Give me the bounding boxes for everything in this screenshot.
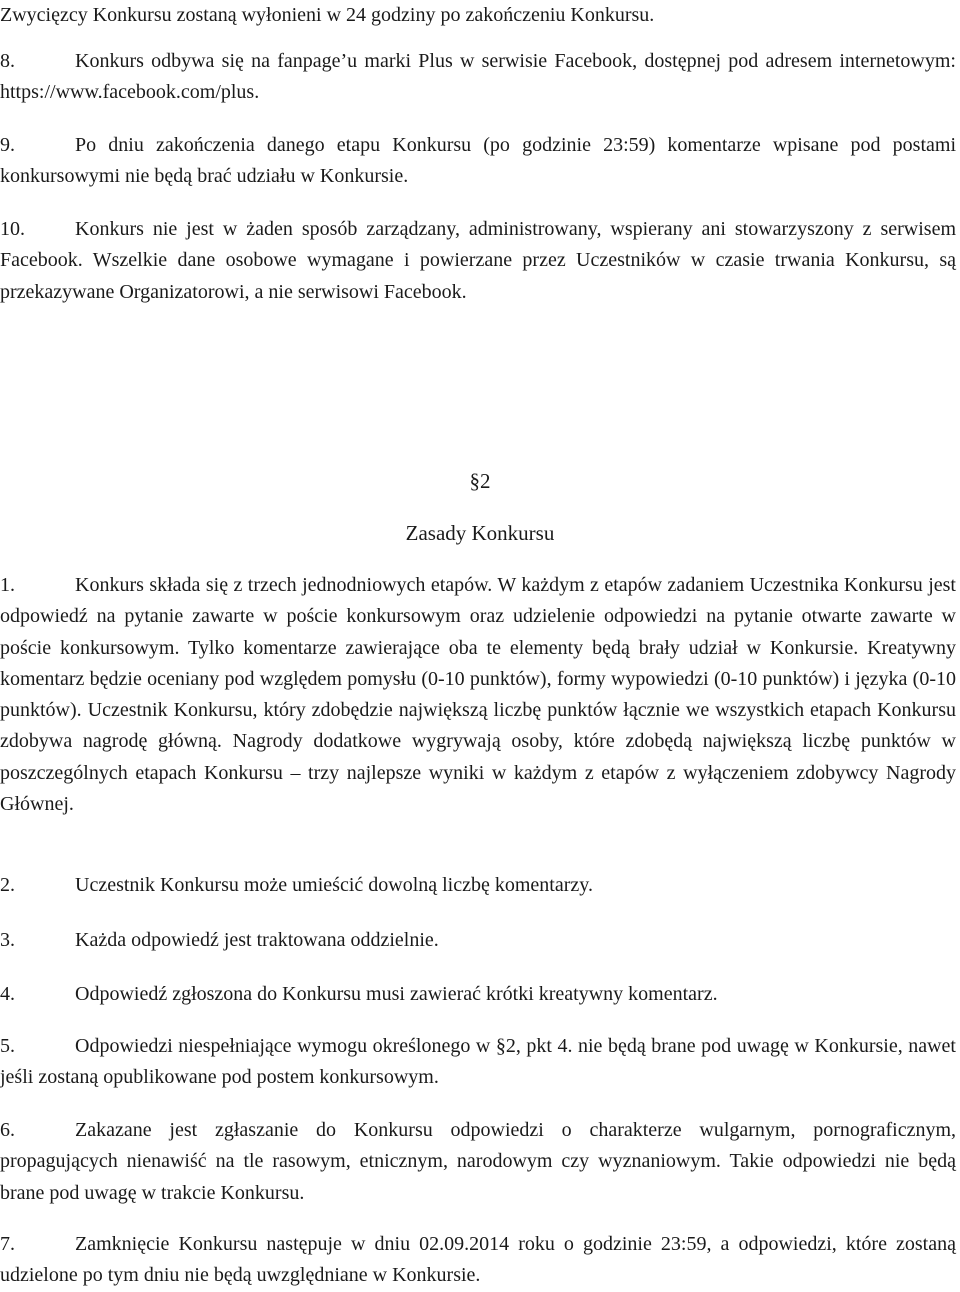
item-number: 6.	[0, 1119, 15, 1141]
item-text: Po dniu zakończenia danego etapu Konkursu (po godzinie 23:59) komentarze wpisane pod postami konkursowymi nie będą brać udziału w Konkursie.	[0, 134, 956, 188]
list-item-8	[0, 46, 956, 109]
item-text: Konkurs odbywa się na fanpage’u marki Plus w serwisie Facebook, dostępnej pod adresem internetowym: https://www.facebook.com/plus.	[0, 50, 956, 104]
rule-item-5	[0, 1031, 956, 1094]
rule-item-1	[0, 570, 956, 820]
item-number: 3.	[0, 929, 15, 951]
item-number: 7.	[0, 1233, 15, 1255]
item-number: 2.	[0, 874, 15, 896]
item-text: Odpowiedź zgłoszona do Konkursu musi zawierać krótki kreatywny komentarz.	[75, 983, 718, 1005]
item-text: Konkurs składa się z trzech jednodniowych etapów. W każdym z etapów zadaniem Uczestnika Konkursu jest odpowiedź na pytanie zawarte w poście konkursowym oraz udzielenie odpowiedzi na pytanie otwarte zawarte w poście konkursowym. Tylko komentarze zawierające oba te elementy będą brały udział w Konkursie. Kreatywny komentarz będzie oceniany pod względem pomysłu (0-10 punktów), formy wypowiedzi (0-10 punktów) i języka (0-10 punktów). Uczestnik Konkursu, który zdobędzie największą liczbę punktów łącznie we wszystkich etapach Konkursu zdobywa nagrodę główną. Nagrody dodatkowe wygrywają osoby, które zdobędą największą liczbę punktów w poszczególnych etapach Konkursu – trzy najlepsze wyniki w każdym z etapów z wyłączeniem zdobywcy Nagrody Głównej.	[0, 574, 956, 816]
item-number: 9.	[0, 134, 15, 156]
item-text: Konkurs nie jest w żaden sposób zarządzany, administrowany, wspierany ani stowarzyszony z serwisem Facebook. Wszelkie dane osobowe wymagane i powierzane przez Uczestników w czasie trwania Konkursu, są przekazywane Organizatorowi, a nie serwisowi Facebook.	[0, 218, 956, 303]
rule-item-6	[0, 1115, 956, 1209]
item-text: Każda odpowiedź jest traktowana oddzielnie.	[75, 929, 439, 951]
section-mark: §2	[469, 469, 491, 493]
list-item-9	[0, 130, 956, 193]
list-item-10	[0, 214, 956, 308]
rule-item-4	[0, 979, 956, 1010]
rule-item-3	[0, 925, 956, 956]
item-number: 1.	[0, 574, 15, 596]
item-text: Uczestnik Konkursu może umieścić dowolną liczbę komentarzy.	[75, 874, 593, 896]
rule-item-2	[0, 870, 956, 901]
section-title: Zasady Konkursu	[405, 521, 555, 545]
item-number: 8.	[0, 50, 15, 72]
item-text: Odpowiedzi niespełniające wymogu określonego w §2, pkt 4. nie będą brane pod uwagę w Konkursie, nawet jeśli zostaną opublikowane pod postem konkursowym.	[0, 1035, 956, 1089]
item-number: 4.	[0, 983, 15, 1005]
item-text: Zakazane jest zgłaszanie do Konkursu odpowiedzi o charakterze wulgarnym, pornograficznym, propagujących nienawiść na tle rasowym, etnicznym, narodowym czy wyznaniowym. Takie odpowiedzi nie będą brane pod uwagę w trakcie Konkursu.	[0, 1119, 956, 1204]
rule-item-7	[0, 1229, 956, 1292]
item-text: Zamknięcie Konkursu następuje w dniu 02.09.2014 roku o godzinie 23:59, a odpowiedzi, które zostaną udzielone po tym dniu nie będą uwzględniane w Konkursie.	[0, 1233, 956, 1287]
item-number: 5.	[0, 1035, 15, 1057]
item-number: 10.	[0, 218, 25, 240]
intro-line: Zwycięzcy Konkursu zostaną wyłonieni w 24 godziny po zakończeniu Konkursu.	[0, 4, 655, 26]
